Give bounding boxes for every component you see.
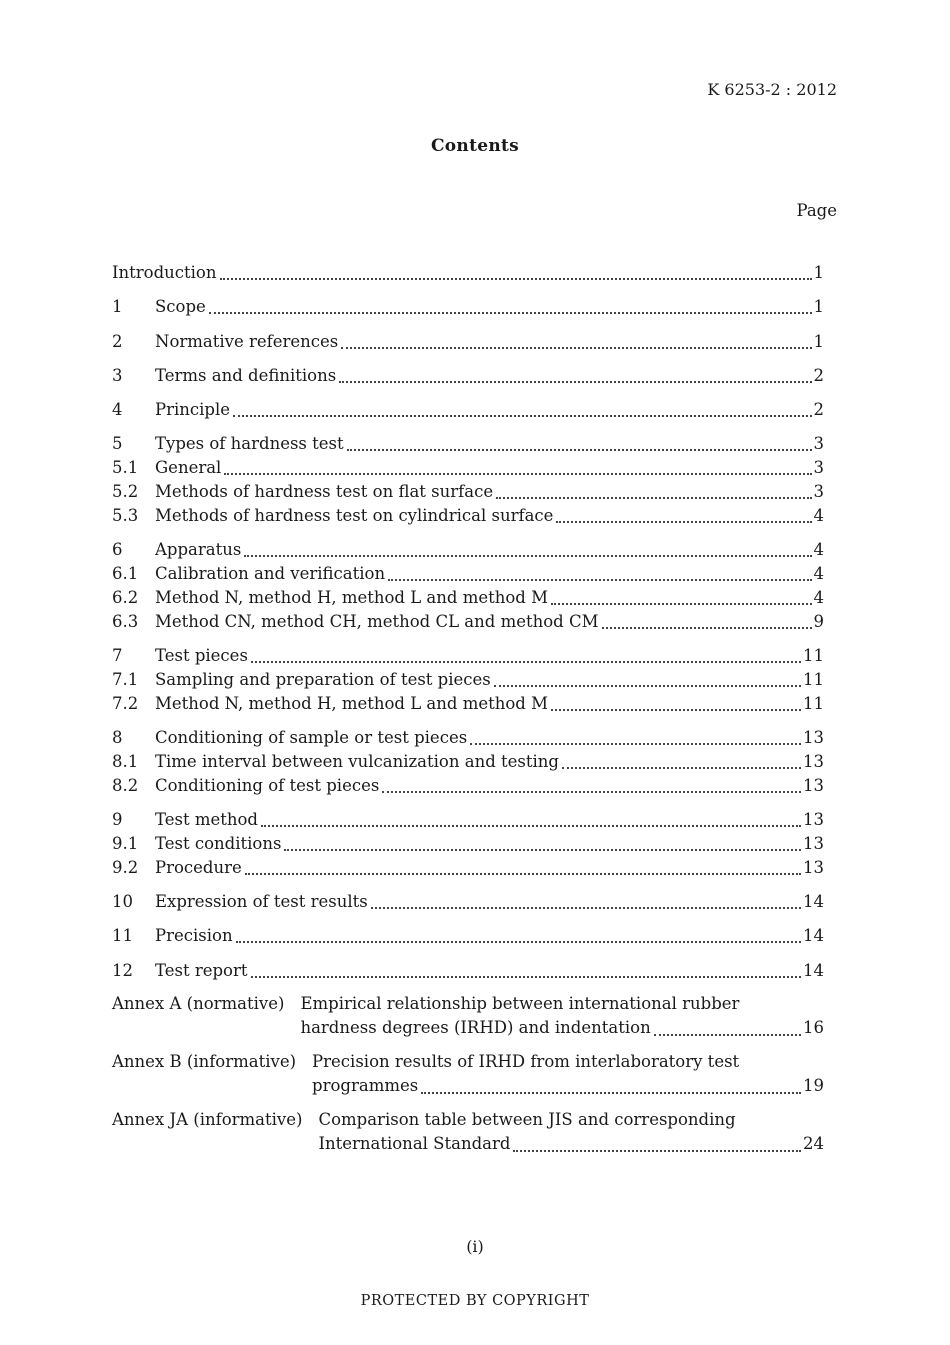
dot-leader (562, 763, 801, 769)
toc-entry-number: 1 (112, 297, 123, 316)
dot-leader (371, 903, 801, 909)
toc-entry-label: Expression of test results (155, 892, 368, 911)
toc-entry-page: 14 (803, 892, 824, 911)
toc-entry-number: 5.3 (112, 506, 139, 525)
toc-entry-label: Method CN, method CH, method CL and method CM (155, 612, 599, 631)
toc-entry[interactable] (112, 728, 824, 750)
toc-entry-page: 4 (813, 564, 824, 583)
toc-entry-label: Test report (155, 961, 248, 980)
dot-leader (551, 705, 801, 711)
dot-leader (494, 681, 801, 687)
dot-leader (654, 1030, 801, 1036)
dot-leader (251, 657, 801, 663)
dot-leader (556, 517, 811, 523)
toc-entry-label: Terms and definitions (155, 366, 337, 385)
toc-entry-number: 9 (112, 810, 123, 829)
dot-leader (382, 787, 801, 793)
dot-leader (470, 739, 801, 745)
toc-entry-label: Apparatus (155, 540, 242, 559)
toc-entry-label: Procedure (155, 858, 242, 877)
toc-entry-page: 4 (813, 588, 824, 607)
toc-entry[interactable] (112, 776, 824, 798)
dot-leader (233, 411, 811, 417)
toc-entry[interactable] (112, 540, 824, 562)
dot-leader (341, 343, 811, 349)
toc-entry[interactable] (112, 297, 824, 319)
toc-entry-page: 11 (803, 646, 824, 665)
toc-entry-label: Method N, method H, method L and method M (155, 588, 549, 607)
toc-entry-label: Normative references (155, 332, 339, 351)
toc-entry-label: Sampling and preparation of test pieces (155, 670, 491, 689)
toc-entry-label: Time interval between vulcanization and testing (155, 752, 559, 771)
dot-leader (251, 972, 802, 978)
dot-leader (236, 937, 801, 943)
toc-entry-number: 12 (112, 961, 133, 980)
toc-entry-label: Calibration and verification (155, 564, 386, 583)
toc-entry-number: 2 (112, 332, 123, 351)
dot-leader (513, 1146, 801, 1152)
dot-leader (224, 469, 811, 475)
toc-entry-page: 13 (803, 858, 824, 877)
footer-page-number: (i) (466, 1237, 484, 1256)
toc-annex-entry[interactable] (112, 1052, 824, 1100)
toc-entry[interactable] (112, 961, 824, 983)
toc-entry-page: 13 (803, 728, 824, 747)
toc-annex-entry[interactable] (112, 1110, 824, 1158)
toc-entry-page: 11 (803, 694, 824, 713)
annex-title-line1: Precision results of IRHD from interlaboratory test (312, 1052, 740, 1071)
toc-entry-page: 13 (803, 810, 824, 829)
toc-entry-number: 6.1 (112, 564, 139, 583)
toc-entry[interactable] (112, 892, 824, 914)
toc-entry-number: 8 (112, 728, 123, 747)
annex-prefix: Annex B (informative) (112, 1052, 297, 1071)
toc-entry-page: 13 (803, 776, 824, 795)
toc-entry-label: Method N, method H, method L and method M (155, 694, 549, 713)
toc-entry[interactable] (112, 926, 824, 948)
toc-entry[interactable] (112, 752, 824, 774)
toc-entry-label: Test conditions (155, 834, 282, 853)
page-column-heading: Page (796, 201, 837, 220)
annex-prefix: Annex A (normative) (112, 994, 285, 1013)
toc-entry-number: 7.2 (112, 694, 139, 713)
toc-entry-number: 6.3 (112, 612, 139, 631)
annex-title-line2: programmes (312, 1076, 419, 1095)
toc-entry-label: Precision (155, 926, 233, 945)
page-title: Contents (430, 136, 520, 156)
toc-entry[interactable] (112, 332, 824, 354)
toc-entry[interactable] (112, 400, 824, 422)
dot-leader (244, 551, 811, 557)
toc-entry-number: 7.1 (112, 670, 139, 689)
toc-entry-label: General (155, 458, 222, 477)
toc-entry-page: 4 (813, 540, 824, 559)
toc-entry-number: 11 (112, 926, 133, 945)
toc-entry-number: 9.2 (112, 858, 139, 877)
toc-entry-page: 3 (813, 434, 824, 453)
toc-entry[interactable] (112, 670, 824, 692)
dot-leader (347, 445, 812, 451)
toc-entry[interactable] (112, 694, 824, 716)
toc-entry-number: 7 (112, 646, 123, 665)
dot-leader (245, 869, 801, 875)
annex-title-line2: International Standard (318, 1134, 511, 1153)
toc-entry-label: Scope (155, 297, 206, 316)
toc-entry[interactable] (112, 810, 824, 832)
toc-entry-number: 6 (112, 540, 123, 559)
toc-entry-number: 5.1 (112, 458, 139, 477)
toc-entry-label: Types of hardness test (155, 434, 344, 453)
toc-entry-page: 3 (813, 482, 824, 501)
toc-entry-number: 10 (112, 892, 133, 911)
annex-page: 24 (803, 1134, 824, 1153)
annex-page: 16 (803, 1018, 824, 1037)
toc-entry[interactable] (112, 482, 824, 504)
toc-entry[interactable] (112, 458, 824, 480)
toc-entry-number: 4 (112, 400, 123, 419)
toc-entry-page: 14 (803, 926, 824, 945)
toc-entry[interactable] (112, 612, 824, 634)
toc-entry-number: 5 (112, 434, 123, 453)
toc-entry-page: 3 (813, 458, 824, 477)
toc-entry-page: 14 (803, 961, 824, 980)
annex-prefix: Annex JA (informative) (112, 1110, 303, 1129)
toc-entry-page: 9 (813, 612, 824, 631)
toc-entry[interactable] (112, 646, 824, 668)
toc-entry[interactable] (112, 434, 824, 456)
dot-leader (220, 274, 812, 280)
dot-leader (209, 308, 812, 314)
toc-entry-number: 8.2 (112, 776, 139, 795)
document-id: K 6253-2 : 2012 (707, 80, 837, 99)
toc-entry-number: 8.1 (112, 752, 139, 771)
toc-entry-page: 4 (813, 506, 824, 525)
toc-entry-number: 3 (112, 366, 123, 385)
dot-leader (602, 623, 812, 629)
toc-entry-label: Test method (155, 810, 258, 829)
toc-entry-number: 5.2 (112, 482, 139, 501)
toc-entry-label: Conditioning of sample or test pieces (155, 728, 468, 747)
toc-entry[interactable] (112, 564, 824, 586)
toc-entry-page: 2 (813, 366, 824, 385)
dot-leader (284, 845, 801, 851)
toc-entry-label: Principle (155, 400, 231, 419)
toc-entry-number: 6.2 (112, 588, 139, 607)
toc-entry-number: 9.1 (112, 834, 139, 853)
toc-entry[interactable] (112, 858, 824, 880)
copyright-notice: PROTECTED BY COPYRIGHT (360, 1293, 590, 1309)
annex-page: 19 (803, 1076, 824, 1095)
toc-entry-page: 11 (803, 670, 824, 689)
toc-annex-entry[interactable] (112, 994, 824, 1042)
toc-entry-label: Methods of hardness test on flat surface (155, 482, 494, 501)
toc-entry-label: Test pieces (155, 646, 248, 665)
dot-leader (421, 1088, 801, 1094)
toc-entry-page: 1 (813, 297, 824, 316)
toc-entry[interactable] (112, 834, 824, 856)
dot-leader (388, 575, 811, 581)
toc-entry-page: 13 (803, 834, 824, 853)
toc-entry[interactable] (112, 263, 824, 285)
toc-entry[interactable] (112, 366, 824, 388)
toc-entry[interactable] (112, 588, 824, 610)
toc-entry-label: Introduction (112, 263, 217, 282)
dot-leader (261, 821, 801, 827)
dot-leader (339, 377, 811, 383)
toc-entry-page: 1 (813, 263, 824, 282)
toc-entry[interactable] (112, 506, 824, 528)
toc-entry-page: 2 (813, 400, 824, 419)
dot-leader (551, 599, 811, 605)
toc-entry-label: Conditioning of test pieces (155, 776, 380, 795)
toc-entry-page: 13 (803, 752, 824, 771)
annex-title-line1: Empirical relationship between international rubber (300, 994, 740, 1013)
dot-leader (496, 493, 811, 499)
toc-entry-page: 1 (813, 332, 824, 351)
annex-title-line1: Comparison table between JIS and corresponding (318, 1110, 736, 1129)
annex-title-line2: hardness degrees (IRHD) and indentation (300, 1018, 651, 1037)
toc-entry-label: Methods of hardness test on cylindrical surface (155, 506, 554, 525)
